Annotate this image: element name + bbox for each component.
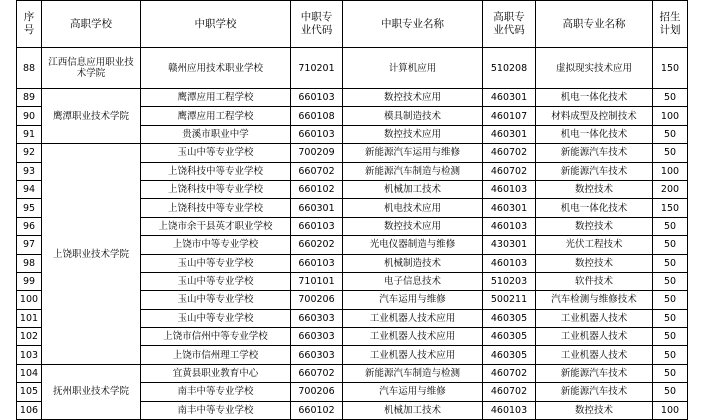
voc-code-cell: 460301 — [483, 125, 536, 143]
table-row — [17, 144, 688, 162]
plan-cell: 50 — [653, 144, 688, 162]
plan-cell: 150 — [653, 199, 688, 217]
college-cell: 上饶职业技术学院 — [42, 144, 141, 365]
voc-code-cell: 460305 — [483, 328, 536, 346]
plan-cell: 50 — [653, 309, 688, 327]
seq-cell: 92 — [17, 144, 42, 162]
sec-code-cell: 700206 — [291, 383, 343, 401]
sec-name-cell: 机电技术应用 — [343, 199, 483, 217]
plan-cell: 50 — [653, 291, 688, 309]
school-cell: 鹰潭应用工程学校 — [141, 89, 291, 107]
sec-code-cell: 660108 — [291, 107, 343, 125]
voc-code-cell: 460301 — [483, 89, 536, 107]
voc-code-cell: 500211 — [483, 291, 536, 309]
seq-cell: 94 — [17, 180, 42, 198]
school-cell: 玉山中等专业学校 — [141, 291, 291, 309]
sec-code-cell: 660702 — [291, 162, 343, 180]
seq-cell: 91 — [17, 125, 42, 143]
voc-code-cell: 460702 — [483, 383, 536, 401]
school-cell: 赣州应用技术职业学校 — [141, 48, 291, 89]
plan-cell: 50 — [653, 383, 688, 401]
voc-code-cell: 460103 — [483, 180, 536, 198]
sec-name-cell: 机械加工技术 — [343, 401, 483, 419]
header-voc-code: 高职专业代码 — [483, 1, 536, 48]
voc-code-cell: 460103 — [483, 254, 536, 272]
seq-cell: 100 — [17, 291, 42, 309]
sec-code-cell: 660301 — [291, 199, 343, 217]
school-cell: 上饶市信州中等专业学校 — [141, 328, 291, 346]
college-cell: 江西信息应用职业技术学院 — [42, 48, 141, 89]
voc-name-cell: 数控技术 — [536, 180, 653, 198]
seq-cell: 102 — [17, 328, 42, 346]
voc-name-cell: 新能源汽车技术 — [536, 364, 653, 382]
sec-name-cell: 汽车运用与维修 — [343, 383, 483, 401]
plan-cell: 50 — [653, 328, 688, 346]
sec-name-cell: 数控技术应用 — [343, 217, 483, 235]
school-cell: 上饶科技中等专业学校 — [141, 199, 291, 217]
seq-cell: 89 — [17, 89, 42, 107]
plan-cell: 50 — [653, 89, 688, 107]
sec-name-cell: 计算机应用 — [343, 48, 483, 89]
school-cell: 上饶科技中等专业学校 — [141, 162, 291, 180]
school-cell: 玉山中等专业学校 — [141, 254, 291, 272]
voc-code-cell: 430301 — [483, 236, 536, 254]
plan-cell: 100 — [653, 401, 688, 419]
header-sec-name: 中职专业名称 — [343, 1, 483, 48]
seq-cell: 106 — [17, 401, 42, 419]
school-cell: 南丰中等专业学校 — [141, 401, 291, 419]
school-cell: 上饶市中等专业学校 — [141, 236, 291, 254]
seq-cell: 99 — [17, 272, 42, 290]
sec-code-cell: 660702 — [291, 364, 343, 382]
table-row — [17, 364, 688, 382]
school-cell: 上饶市信州理工学校 — [141, 346, 291, 364]
voc-code-cell: 510208 — [483, 48, 536, 89]
voc-code-cell: 460702 — [483, 364, 536, 382]
seq-cell: 105 — [17, 383, 42, 401]
seq-cell: 101 — [17, 309, 42, 327]
seq-cell: 88 — [17, 48, 42, 89]
voc-code-cell: 460702 — [483, 144, 536, 162]
sec-code-cell: 660103 — [291, 89, 343, 107]
plan-cell: 50 — [653, 272, 688, 290]
sec-name-cell: 工业机器人技术应用 — [343, 328, 483, 346]
sec-code-cell: 660303 — [291, 328, 343, 346]
seq-cell: 95 — [17, 199, 42, 217]
school-cell: 玉山中等专业学校 — [141, 272, 291, 290]
enrollment-table — [16, 0, 688, 420]
seq-cell: 103 — [17, 346, 42, 364]
college-cell: 鹰潭职业技术学院 — [42, 89, 141, 144]
voc-name-cell: 机电一体化技术 — [536, 89, 653, 107]
header-voc-name: 高职专业名称 — [536, 1, 653, 48]
sec-code-cell: 710101 — [291, 272, 343, 290]
school-cell: 宜黄县职业教育中心 — [141, 364, 291, 382]
plan-cell: 50 — [653, 254, 688, 272]
voc-code-cell: 460103 — [483, 401, 536, 419]
school-cell: 鹰潭应用工程学校 — [141, 107, 291, 125]
school-cell: 贵溪市职业中学 — [141, 125, 291, 143]
header-seq: 序号 — [17, 1, 42, 48]
sec-name-cell: 工业机器人技术应用 — [343, 309, 483, 327]
plan-cell: 100 — [653, 162, 688, 180]
voc-name-cell: 机电一体化技术 — [536, 125, 653, 143]
sec-name-cell: 光电仪器制造与维修 — [343, 236, 483, 254]
sec-code-cell: 660103 — [291, 254, 343, 272]
voc-code-cell: 460305 — [483, 309, 536, 327]
header-sec-code: 中职专业代码 — [291, 1, 343, 48]
school-cell: 南丰中等专业学校 — [141, 383, 291, 401]
sec-code-cell: 700209 — [291, 144, 343, 162]
sec-code-cell: 660103 — [291, 125, 343, 143]
table-row — [17, 89, 688, 107]
voc-name-cell: 机电一体化技术 — [536, 199, 653, 217]
voc-code-cell: 510203 — [483, 272, 536, 290]
plan-cell: 150 — [653, 48, 688, 89]
sec-name-cell: 新能源汽车制造与检测 — [343, 364, 483, 382]
plan-cell: 50 — [653, 364, 688, 382]
voc-name-cell: 数控技术 — [536, 401, 653, 419]
voc-code-cell: 460103 — [483, 217, 536, 235]
header-college: 高职学校 — [42, 1, 141, 48]
voc-code-cell: 460305 — [483, 346, 536, 364]
sec-code-cell: 710201 — [291, 48, 343, 89]
voc-name-cell: 数控技术 — [536, 254, 653, 272]
header-plan: 招生计划 — [653, 1, 688, 48]
plan-cell: 50 — [653, 125, 688, 143]
sec-name-cell: 模具制造技术 — [343, 107, 483, 125]
plan-cell: 100 — [653, 107, 688, 125]
voc-name-cell: 新能源汽车技术 — [536, 162, 653, 180]
voc-code-cell: 460107 — [483, 107, 536, 125]
voc-name-cell: 工业机器人技术 — [536, 346, 653, 364]
voc-name-cell: 工业机器人技术 — [536, 309, 653, 327]
seq-cell: 97 — [17, 236, 42, 254]
seq-cell: 96 — [17, 217, 42, 235]
voc-name-cell: 工业机器人技术 — [536, 328, 653, 346]
seq-cell: 98 — [17, 254, 42, 272]
sec-code-cell: 660103 — [291, 217, 343, 235]
voc-name-cell: 光伏工程技术 — [536, 236, 653, 254]
sec-code-cell: 660303 — [291, 309, 343, 327]
sec-code-cell: 700206 — [291, 291, 343, 309]
seq-cell: 104 — [17, 364, 42, 382]
seq-cell: 90 — [17, 107, 42, 125]
sec-code-cell: 660202 — [291, 236, 343, 254]
sec-name-cell: 工业机器人技术应用 — [343, 346, 483, 364]
sec-name-cell: 新能源汽车运用与维修 — [343, 144, 483, 162]
voc-code-cell: 460301 — [483, 199, 536, 217]
sec-code-cell: 660303 — [291, 346, 343, 364]
voc-code-cell: 460702 — [483, 162, 536, 180]
seq-cell: 93 — [17, 162, 42, 180]
voc-name-cell: 新能源汽车技术 — [536, 144, 653, 162]
school-cell: 玉山中等专业学校 — [141, 144, 291, 162]
college-cell: 抚州职业技术学院 — [42, 364, 141, 419]
sec-name-cell: 机械制造技术 — [343, 254, 483, 272]
plan-cell: 50 — [653, 217, 688, 235]
sec-code-cell: 660102 — [291, 401, 343, 419]
sec-name-cell: 数控技术应用 — [343, 125, 483, 143]
table-body — [17, 48, 688, 420]
plan-cell: 50 — [653, 346, 688, 364]
header-row — [17, 1, 688, 48]
sec-name-cell: 汽车运用与维修 — [343, 291, 483, 309]
header-school: 中职学校 — [141, 1, 291, 48]
voc-name-cell: 材料成型及控制技术 — [536, 107, 653, 125]
voc-name-cell: 汽车检测与维修技术 — [536, 291, 653, 309]
school-cell: 上饶科技中等专业学校 — [141, 180, 291, 198]
school-cell: 玉山中等专业学校 — [141, 309, 291, 327]
voc-name-cell: 虚拟现实技术应用 — [536, 48, 653, 89]
sec-code-cell: 660102 — [291, 180, 343, 198]
sec-name-cell: 电子信息技术 — [343, 272, 483, 290]
table-row — [17, 48, 688, 89]
plan-cell: 200 — [653, 180, 688, 198]
sec-name-cell: 机械加工技术 — [343, 180, 483, 198]
voc-name-cell: 新能源汽车技术 — [536, 383, 653, 401]
voc-name-cell: 数控技术 — [536, 217, 653, 235]
sec-name-cell: 数控技术应用 — [343, 89, 483, 107]
plan-cell: 50 — [653, 236, 688, 254]
school-cell: 上饶市余干县英才职业学校 — [141, 217, 291, 235]
voc-name-cell: 软件技术 — [536, 272, 653, 290]
sec-name-cell: 新能源汽车制造与检测 — [343, 162, 483, 180]
